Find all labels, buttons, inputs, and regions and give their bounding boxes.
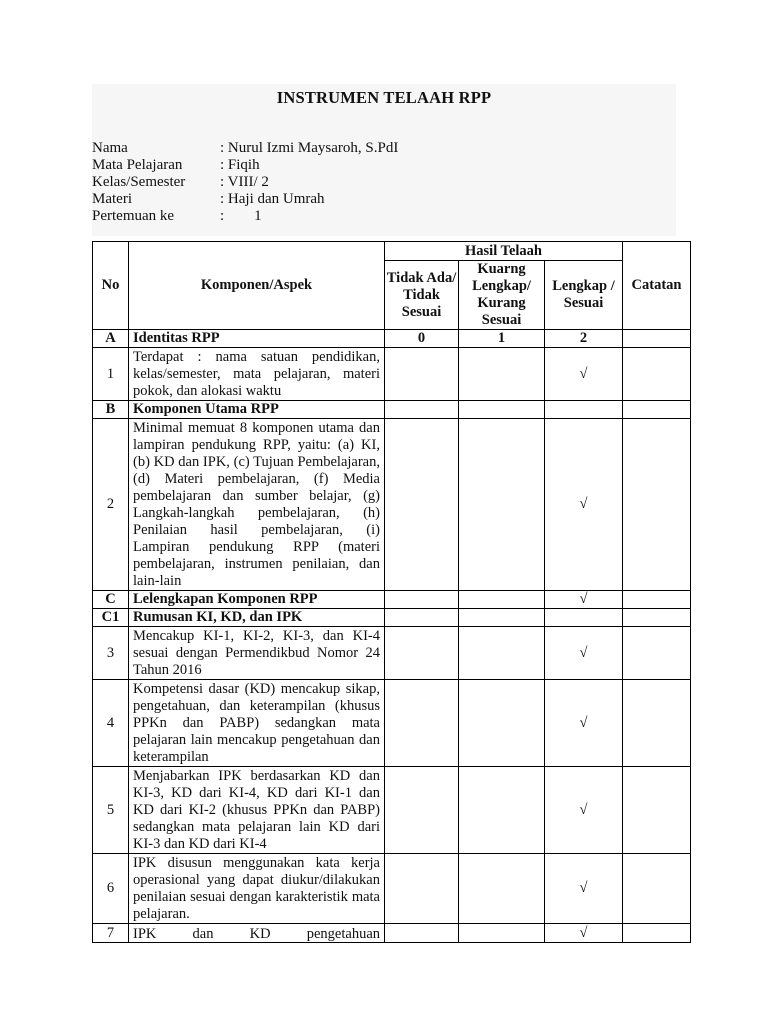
meta-label: Kelas/Semester (92, 174, 186, 190)
meta-label: Materi (92, 191, 132, 207)
table-row (93, 767, 691, 854)
header-hasil-telaah: Hasil Telaah (385, 242, 623, 261)
check-mark: √ (545, 854, 623, 924)
kurang-sesuai-cell (459, 924, 545, 943)
identity-block (92, 140, 398, 225)
tidak-sesuai-cell (385, 348, 459, 401)
meta-label: Nama (92, 140, 128, 156)
table-row-section (93, 609, 691, 627)
meta-row-mapel (92, 157, 398, 174)
kurang-sesuai-cell (459, 680, 545, 767)
notes-cell (623, 419, 691, 591)
row-aspect: Minimal memuat 8 komponen utama dan lampiran pendukung RPP, yaitu: (a) KI, (b) KD dan IPK, (c) Tujuan Pembelajaran, (d) Materi pembelajaran, (f) Media pembelajaran dan sumber belajar, (g) Langkah-langkah pembelajaran, (h) Penilaian hasil pembelajaran, (i) Lampiran pendukung RPP (materi pembelajaran, instrumen penilaian, dan lain-lain (129, 419, 385, 591)
meta-value: : Fiqih (220, 157, 260, 173)
tidak-sesuai-cell (385, 767, 459, 854)
meta-row-pertemuan (92, 208, 398, 225)
table-row (93, 419, 691, 591)
meta-value: : Haji dan Umrah (220, 191, 325, 207)
meta-label: Pertemuan ke (92, 208, 175, 224)
meta-row-materi (92, 191, 398, 208)
meta-value: : Nurul Izmi Maysaroh, S.PdI (220, 140, 399, 156)
notes-cell (623, 401, 691, 419)
kurang-sesuai-cell (459, 401, 545, 419)
row-no: 7 (93, 924, 129, 943)
row-no: C1 (93, 609, 129, 627)
check-mark: √ (545, 627, 623, 680)
row-aspect: Mencakup KI-1, KI-2, KI-3, dan KI-4 sesuai dengan Permendikbud Nomor 24 Tahun 2016 (129, 627, 385, 680)
table-row-partial (93, 924, 691, 943)
row-no: 5 (93, 767, 129, 854)
header-komponen: Komponen/Aspek (129, 242, 385, 330)
row-aspect: IPK disusun menggunakan kata kerja operasional yang dapat diukur/dilakukan penilaian sesuai dengan karakteristik mata pelajaran. (129, 854, 385, 924)
score-0: 0 (385, 330, 459, 348)
table-row (93, 627, 691, 680)
document-title: INSTRUMEN TELAAH RPP (276, 88, 492, 107)
notes-cell (623, 591, 691, 609)
row-no: 4 (93, 680, 129, 767)
meta-row-kelas (92, 174, 398, 191)
kurang-sesuai-cell (459, 627, 545, 680)
notes-cell (623, 767, 691, 854)
notes-cell (623, 680, 691, 767)
meta-value: : VIII/ 2 (220, 174, 269, 190)
row-aspect-cell (129, 924, 385, 943)
row-aspect: Menjabarkan IPK berdasarkan KD dan KI-3, KD dari KI-4, KD dari KI-1 dan KD dari KI-2 (khusus PPKn dan PABP) sedangkan mata pelajaran lain KD dari KI-3 dan KD dari KI-4 (129, 767, 385, 854)
row-aspect: Rumusan KI, KD, dan IPK (129, 609, 385, 627)
meta-label: Mata Pelajaran (92, 157, 183, 173)
header-row-1 (93, 242, 691, 261)
table-row (93, 348, 691, 401)
table-row-section (93, 591, 691, 609)
meta-row-nama (92, 140, 398, 157)
tidak-sesuai-cell (385, 627, 459, 680)
row-aspect: Komponen Utama RPP (129, 401, 385, 419)
kurang-sesuai-cell (459, 767, 545, 854)
header-no: No (93, 242, 129, 330)
tidak-sesuai-cell (385, 924, 459, 943)
tidak-sesuai-cell (385, 854, 459, 924)
check-mark: √ (545, 591, 623, 609)
check-mark: √ (545, 767, 623, 854)
row-aspect: Kompetensi dasar (KD) mencakup sikap, pengetahuan, dan keterampilan (khusus PPKn dan PABP) sedangkan mata pelajaran lain mencakup pengetahuan dan keterampilan (129, 680, 385, 767)
sesuai-cell (545, 609, 623, 627)
row-aspect: Identitas RPP (129, 330, 385, 348)
row-no: 1 (93, 348, 129, 401)
row-no: 6 (93, 854, 129, 924)
check-mark: √ (545, 348, 623, 401)
score-2: 2 (545, 330, 623, 348)
header-catatan: Catatan (623, 242, 691, 330)
row-aspect: Lelengkapan Komponen RPP (129, 591, 385, 609)
notes-cell (623, 330, 691, 348)
kurang-sesuai-cell (459, 609, 545, 627)
notes-cell (623, 627, 691, 680)
header-kurang-sesuai: Kuarng Lengkap/ Kurang Sesuai (459, 261, 545, 330)
notes-cell (623, 854, 691, 924)
sesuai-cell (545, 401, 623, 419)
tidak-sesuai-cell (385, 401, 459, 419)
tidak-sesuai-cell (385, 609, 459, 627)
row-aspect: Terdapat : nama satuan pendidikan, kelas/semester, mata pelajaran, materi pokok, dan alokasi waktu (129, 348, 385, 401)
row-no: B (93, 401, 129, 419)
tidak-sesuai-cell (385, 419, 459, 591)
tidak-sesuai-cell (385, 591, 459, 609)
kurang-sesuai-cell (459, 854, 545, 924)
notes-cell (623, 609, 691, 627)
meta-value: : 1 (220, 208, 262, 224)
score-1: 1 (459, 330, 545, 348)
review-table (92, 241, 691, 943)
notes-cell (623, 348, 691, 401)
row-aspect: IPK dan KD pengetahuan (133, 926, 380, 941)
kurang-sesuai-cell (459, 348, 545, 401)
table-row-section (93, 401, 691, 419)
kurang-sesuai-cell (459, 591, 545, 609)
header-sesuai: Lengkap / Sesuai (545, 261, 623, 330)
table-row (93, 680, 691, 767)
row-no: 3 (93, 627, 129, 680)
table-row-section (93, 330, 691, 348)
check-mark: √ (545, 419, 623, 591)
tidak-sesuai-cell (385, 680, 459, 767)
row-no: A (93, 330, 129, 348)
header-tidak-sesuai: Tidak Ada/ Tidak Sesuai (385, 261, 459, 330)
row-no: C (93, 591, 129, 609)
check-mark: √ (545, 924, 623, 943)
table-row (93, 854, 691, 924)
check-mark: √ (545, 680, 623, 767)
notes-cell (623, 924, 691, 943)
kurang-sesuai-cell (459, 419, 545, 591)
row-no: 2 (93, 419, 129, 591)
